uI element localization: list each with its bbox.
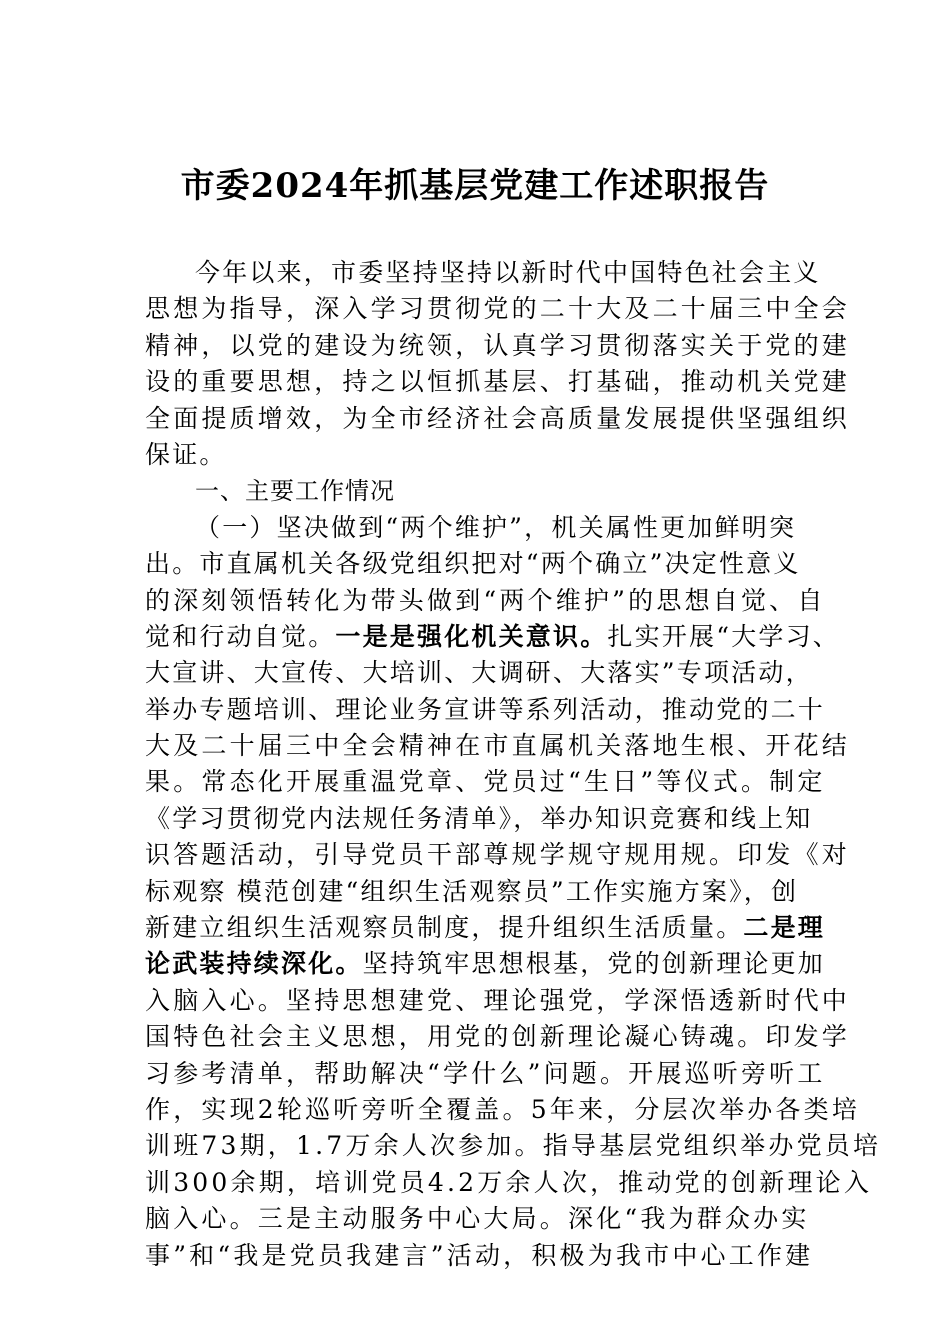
paragraph-line: 习参考清单，帮助解决“学什么”问题。开展巡听旁听工 — [145, 1058, 826, 1088]
paragraph-line: 作，实现2轮巡听旁听全覆盖。5年来，分层次举办各类培 — [145, 1094, 861, 1124]
paragraph-line: 大及二十届三中全会精神在市直属机关落地生根、开花结 — [145, 731, 851, 761]
paragraph-line: 训班73期，1.7万余人次参加。指导基层党组织举办党员培 — [145, 1131, 882, 1161]
paragraph-line: 标观察 模范创建“组织生活观察员”工作实施方案》，创 — [145, 876, 799, 906]
paragraph-text: 坚持筑牢思想根基，党的创新理论更加 — [362, 949, 826, 979]
paragraph-line: 识答题活动，引导党员干部尊规学规守规用规。印发《对 — [145, 840, 851, 870]
paragraph-line: 国特色社会主义思想，用党的创新理论凝心铸魂。印发学 — [145, 1022, 851, 1052]
paragraph-text: 扎实开展“大学习、 — [607, 621, 841, 651]
paragraph-line: 精神，以党的建设为统领，认真学习贯彻落实关于党的建 — [145, 330, 851, 360]
paragraph-line: 入脑入心。坚持思想建党、理论强党，学深悟透新时代中 — [145, 985, 851, 1015]
document-title: 市委2024年抓基层党建工作述职报告 — [180, 166, 770, 206]
paragraph-text: 市直属机关各级党组织把对“两个确立”决定性意义 — [199, 549, 801, 579]
paragraph-text: 新建立组织生活观察员制度，提升组织生活质量。 — [145, 913, 744, 943]
paragraph-line: 全面提质增效，为全市经济社会高质量发展提供坚强组织 — [145, 403, 851, 433]
paragraph-line — [145, 546, 825, 582]
paragraph-line: 保证。 — [145, 439, 227, 469]
paragraph-line: 今年以来，市委坚持坚持以新时代中国特色社会主义 — [195, 258, 821, 287]
paragraph-line: 事”和“我是党员我建言”活动，积极为我市中心工作建 — [145, 1240, 814, 1270]
bold-lead-text: 论武装持续深化。 — [145, 949, 363, 979]
paragraph-line: 举办专题培训、理论业务宣讲等系列活动，推动党的二十 — [145, 694, 826, 724]
bold-lead-text: 二是理 — [743, 913, 826, 943]
paragraph-line: （一）坚决做到“两个维护”，机关属性更加鲜明突 — [195, 512, 797, 542]
section-heading: 一、主要工作情况 — [195, 477, 395, 506]
paragraph-line: 训300余期，培训党员4.2万余人次，推动党的创新理论入 — [145, 1167, 873, 1197]
subheading-text: 出。 — [145, 549, 200, 579]
paragraph-line: 设的重要思想，持之以恒抓基层、打基础，推动机关党建 — [145, 367, 851, 397]
paragraph-line — [145, 910, 825, 946]
paragraph-line: 脑入心。三是主动服务中心大局。深化“我为群众办实 — [145, 1204, 810, 1234]
document-body — [145, 255, 882, 1274]
paragraph-line — [145, 946, 825, 982]
paragraph-line: 大宣讲、大宣传、大培训、大调研、大落实”专项活动， — [145, 658, 813, 688]
paragraph-line: 《学习贯彻党内法规任务清单》，举办知识竞赛和线上知 — [145, 803, 813, 833]
paragraph-text: 觉和行动自觉。 — [145, 621, 336, 651]
paragraph-line: 思想为指导，深入学习贯彻党的二十大及二十届三中全会 — [145, 294, 851, 324]
paragraph-line: 果。常态化开展重温党章、党员过“生日”等仪式。制定 — [145, 767, 826, 797]
bold-lead-text: 一是是强化机关意识。 — [335, 621, 608, 651]
paragraph-line — [145, 619, 841, 655]
paragraph-line: 的深刻领悟转化为带头做到“两个维护”的思想自觉、自 — [145, 585, 826, 615]
